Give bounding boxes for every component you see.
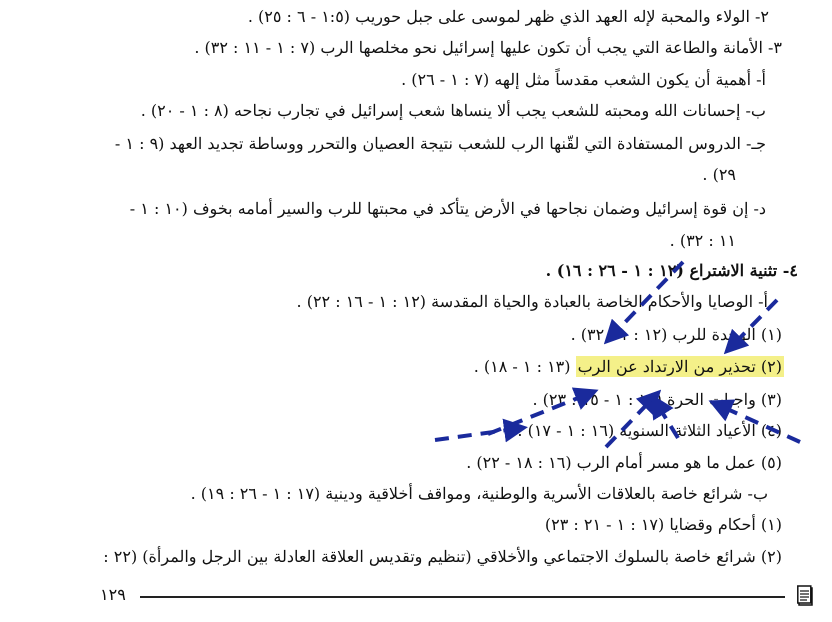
- text-line: (١٣ : ١ - ١٨) .: [473, 357, 571, 376]
- text-line: (١) الوحدة للرب (١٢ : ١ - ٣٢) .: [570, 325, 782, 344]
- document-icon[interactable]: [797, 585, 815, 607]
- section-heading: ٤- تثنية الاشتراع (١٢ : ١ - ٢٦ : ١٦) .: [545, 261, 798, 280]
- text-line: (١) أحكام وقضايا (١٧ : ١ - ٢١ : ٢٣): [544, 515, 782, 534]
- text-line: (٣) واجبات الحرة (١٤ : ١ - ١٥ : ٢٣) .: [532, 390, 782, 409]
- text-line: أ- أهمية أن يكون الشعب مقدساً مثل إلهه (٧ : ١ - ٢٦) .: [401, 70, 766, 89]
- highlighted-text: (٢) تحذير من الارتداد عن الرب: [577, 357, 782, 376]
- text-line: ب- شرائع خاصة بالعلاقات الأسرية والوطنية، ومواقف أخلاقية ودينية (١٧ : ١ - ٢٦ : ١٩) .: [190, 484, 768, 503]
- text-line: (٤) الأعياد الثلاثة السنوية (١٦ : ١ - ١٧) .: [517, 421, 782, 440]
- text-line: (٥) عمل ما هو مسر أمام الرب (١٦ : ١٨ - ٢٢) .: [466, 453, 782, 472]
- text-line: أ- الوصايا والأحكام الخاصة بالعبادة والحياة المقدسة (١٢ : ١ - ١٦ : ٢٢) .: [296, 292, 768, 311]
- text-line: د- إن قوة إسرائيل وضمان نجاحها في الأرض يتأكد في محبتها للرب والسير أمامه بخوف (١٠ : ١ -: [129, 199, 766, 218]
- highlighted-line: [474, 356, 784, 378]
- page-number: ١٢٩: [100, 585, 126, 604]
- arrow: [435, 428, 522, 440]
- text-line: ٢- الولاء والمحبة لإله العهد الذي ظهر لموسى على جبل حوريب (١:٥ - ٦ : ٢٥) .: [247, 7, 769, 26]
- text-line: ١١ : ٣٢) .: [669, 231, 736, 250]
- text-line: ٣- الأمانة والطاعة التي يجب أن تكون عليها إسرائيل نحو مخلصها الرب (٧ : ١ - ١١ : ٣٢) .: [194, 38, 782, 57]
- text-line: (٢) شرائع خاصة بالسلوك الاجتماعي والأخلاقي (تنظيم وتقديس العلاقة العادلة بين الرجل والمرأة) (٢٢ :: [103, 547, 782, 566]
- text-line: ب- إحسانات الله ومحبته للشعب يجب ألا ينساها شعب إسرائيل في تجارب نجاحه (٨ : ١ - ٢٠) .: [140, 101, 766, 120]
- text-line: جـ- الدروس المستفادة التي لقّنها الرب للشعب نتيجة العصيان والتحرر ووساطة تجديد العهد (٩ : ١ -: [114, 134, 766, 153]
- text-line: ٢٩) .: [702, 165, 736, 184]
- footer-rule: [140, 596, 785, 598]
